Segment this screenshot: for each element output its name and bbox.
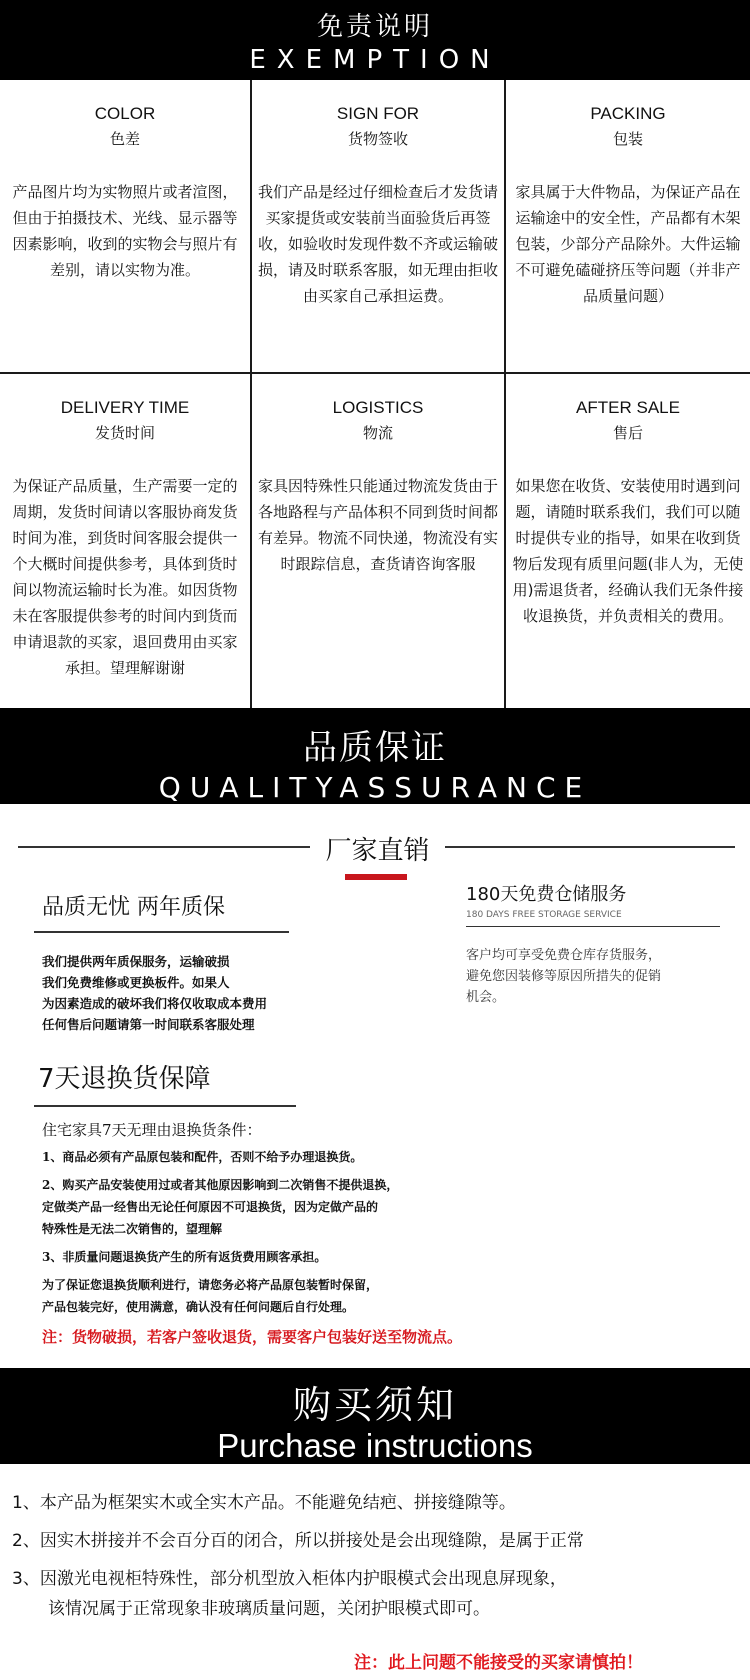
cell-delivery-time bbox=[0, 374, 252, 708]
returns-item bbox=[42, 1246, 742, 1268]
returns-item bbox=[42, 1146, 742, 1168]
warranty-text bbox=[42, 951, 342, 1035]
cell-title-cn: 色差 bbox=[109, 130, 140, 148]
text-line: 客户均可享受免费仓库存货服务， bbox=[466, 948, 662, 963]
divider bbox=[34, 931, 289, 933]
purchase-item: 3、因激光电视柜特殊性，部分机型放入柜体内护眼模式会出现息屏现象， bbox=[12, 1569, 567, 1589]
text-line: 1、商品必须有产品原包装和配件，否则不给予办理退换货。 bbox=[42, 1150, 363, 1164]
divider bbox=[466, 926, 720, 927]
text-line: 为因素造成的破坏我们将仅收取成本费用 bbox=[42, 996, 268, 1011]
text-line: 我们免费维修或更换板件。如果人 bbox=[42, 975, 230, 990]
exemption-header bbox=[0, 0, 750, 80]
cell-body: 产品图片均为实物照片或者渲图，但由于拍摄技术、光线、显示器等因素影响，收到的实物会与照片有差别，请以实物为准。 bbox=[12, 183, 238, 279]
cell-title-en: SIGN FOR bbox=[336, 104, 420, 123]
returns-heading: 7天退换货保障 bbox=[38, 1064, 211, 1094]
returns-lead: 住宅家具7天无理由退换货条件： bbox=[42, 1121, 262, 1139]
text-line: 产品包装完好，使用满意，确认没有任何问题后自行处理。 bbox=[42, 1300, 355, 1314]
quality-title-cn: 品质保证 bbox=[303, 728, 447, 768]
divider bbox=[34, 1105, 296, 1107]
storage-block bbox=[466, 880, 726, 1008]
cell-title-cn: 包装 bbox=[612, 130, 643, 148]
warranty-block bbox=[42, 890, 342, 1035]
cell-body: 家具属于大件物品，为保证产品在运输途中的安全性，产品都有木架包装，少部分产品除外。大件运输不可避免磕碰挤压等问题（并非产品质量问题） bbox=[515, 183, 741, 305]
cell-packing bbox=[506, 80, 750, 374]
returns-item bbox=[42, 1274, 742, 1318]
returns-item bbox=[42, 1174, 742, 1240]
cell-body: 为保证产品质量，生产需要一定的周期，发货时间请以客服协商发货时间为准，到货时间客服会提供一个大概时间提供参考，具体到货时间以物流运输时长为准。如因货物未在客服提供参考的时间内到货而申请退款的买家，退回费用由买家承担。望理解谢谢 bbox=[12, 477, 238, 677]
divider bbox=[445, 846, 735, 848]
cell-title-en: COLOR bbox=[94, 104, 156, 123]
storage-text bbox=[466, 945, 726, 1008]
purchase-title-cn: 购买须知 bbox=[292, 1383, 457, 1427]
cell-logistics bbox=[252, 374, 506, 708]
text-line: 我们提供两年质保服务，运输破损 bbox=[42, 954, 230, 969]
cell-after-sale bbox=[506, 374, 750, 708]
text-line: 任何售后问题请第一时间联系客服处理 bbox=[42, 1017, 255, 1032]
cell-body: 如果您在收货、安装使用时遇到问题，请随时联系我们，我们可以随时提供专业的指导，如果在收到货物后发现有质里问题(非人为，无使用)需退货者，经确认我们无条件接收退换货，并负责相关的费用。 bbox=[512, 477, 744, 625]
text-line: 定做类产品一经售出无论任何原因不可退换货，因为定做产品的 bbox=[42, 1200, 379, 1214]
purchase-title-en: Purchase instructions bbox=[217, 1427, 533, 1464]
text-line: 为了保证您退换货顺利进行，请您务必将产品原包装暂时保留， bbox=[42, 1278, 379, 1292]
purchase-header bbox=[0, 1368, 750, 1464]
text-line: 避免您因装修等原因所措失的促销 bbox=[466, 969, 662, 984]
purchase-item: 1、本产品为框架实木或全实木产品。不能避免结疤、拼接缝隙等。 bbox=[12, 1493, 516, 1513]
cell-title-en: PACKING bbox=[590, 104, 666, 123]
cell-title-cn: 货物签收 bbox=[347, 130, 408, 148]
cell-body: 我们产品是经过仔细检查后才发货请买家提货或安装前当面验货后再签收，如验收时发现件数不齐或运输破损，请及时联系客服，如无理由拒收由买家自己承担运费。 bbox=[258, 183, 499, 305]
divider bbox=[18, 846, 310, 848]
factory-section-header bbox=[0, 820, 750, 880]
quality-header bbox=[0, 708, 750, 804]
accent-underline bbox=[345, 874, 407, 880]
storage-subheading: 180 DAYS FREE STORAGE SERVICE bbox=[466, 910, 622, 920]
storage-heading: 180天免费仓储服务 bbox=[466, 884, 627, 905]
text-line: 特殊性是无法二次销售的，望理解 bbox=[42, 1222, 223, 1236]
cell-title-cn: 发货时间 bbox=[94, 424, 155, 442]
exemption-title-en: EXEMPTION bbox=[249, 45, 501, 75]
purchase-list bbox=[12, 1480, 750, 1680]
returns-block bbox=[38, 1058, 742, 1347]
cell-body: 家具因特殊性只能通过物流发货由于各地路程与产品体积不同到货时间都有差异。物流不同快递，物流没有实时跟踪信息，查货请咨询客服 bbox=[258, 477, 499, 573]
purchase-note: 注：此上问题不能接受的买家请慎拍！ bbox=[354, 1653, 643, 1673]
exemption-grid bbox=[0, 80, 750, 708]
text-line: 机会。 bbox=[466, 990, 506, 1005]
returns-note: 注：货物破损，若客户签收退货，需要客户包装好送至物流点。 bbox=[42, 1328, 463, 1346]
cell-title-en: AFTER SALE bbox=[576, 398, 680, 417]
cell-title-cn: 物流 bbox=[362, 424, 393, 442]
exemption-title-cn: 免责说明 bbox=[316, 12, 433, 42]
text-line: 2、购买产品安装使用过或者其他原因影响到二次销售不提供退换， bbox=[42, 1178, 399, 1192]
quality-title-en: QUALITYASSURANCE bbox=[158, 771, 592, 804]
warranty-heading: 品质无忧 两年质保 bbox=[42, 895, 225, 920]
cell-sign-for bbox=[252, 80, 506, 374]
text-line: 3、非质量问题退换货产生的所有返货费用顾客承担。 bbox=[42, 1250, 327, 1264]
cell-color bbox=[0, 80, 252, 374]
factory-title: 厂家直销 bbox=[325, 836, 430, 866]
cell-title-en: DELIVERY TIME bbox=[60, 398, 190, 417]
purchase-item: 该情况属于正常现象非玻璃质量问题，关闭护眼模式即可。 bbox=[48, 1599, 490, 1619]
purchase-item: 2、因实木拼接并不会百分百的闭合，所以拼接处是会出现缝隙，是属于正常 bbox=[12, 1531, 584, 1551]
cell-title-cn: 售后 bbox=[612, 424, 643, 442]
cell-title-en: LOGISTICS bbox=[332, 398, 424, 417]
